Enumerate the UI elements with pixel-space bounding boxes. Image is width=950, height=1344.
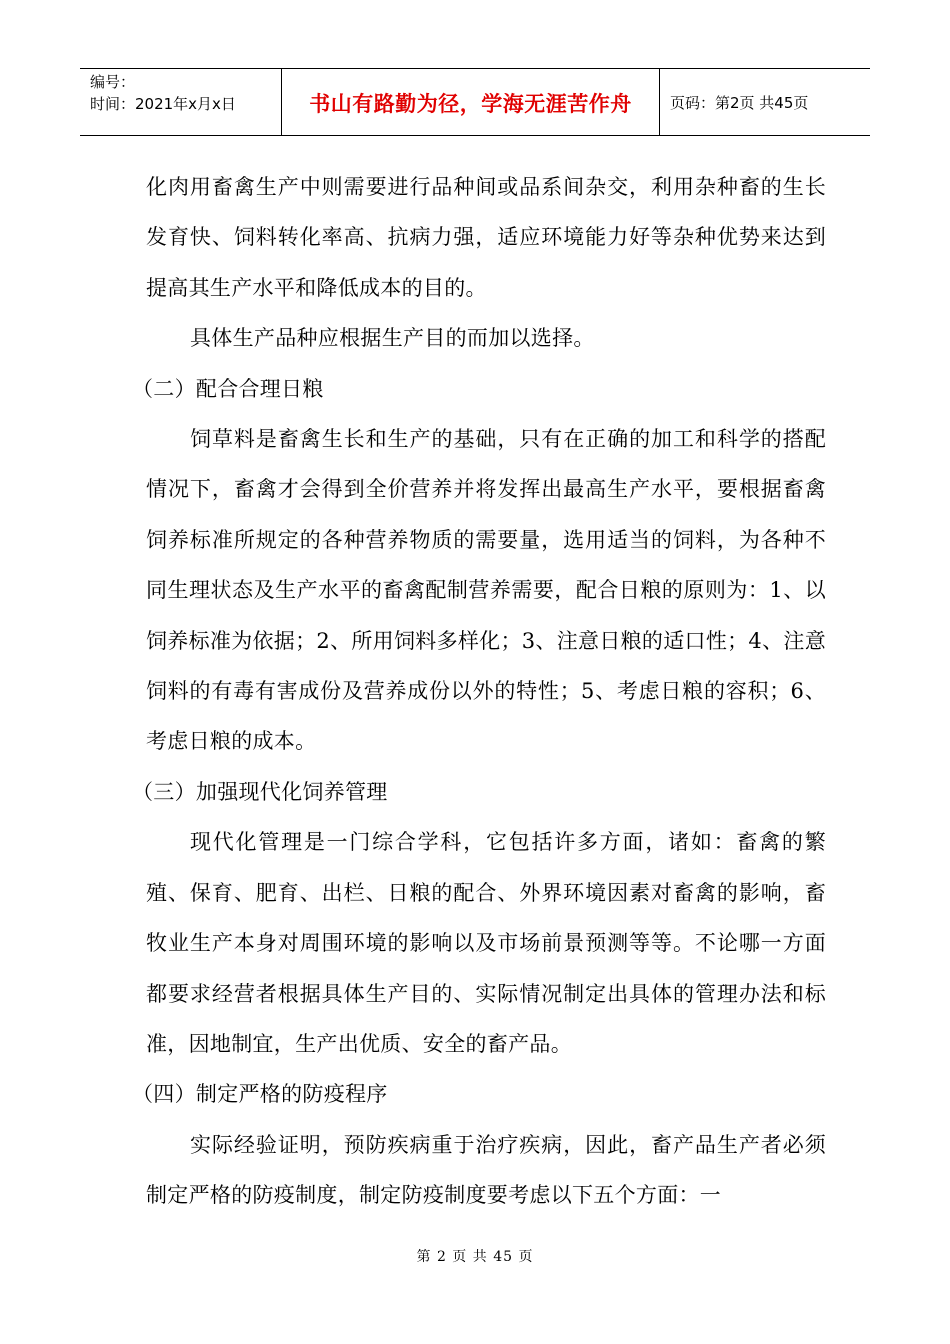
header-page-info-cell <box>660 69 870 135</box>
section-heading: （四）制定严格的防疫程序 <box>132 1082 388 1107</box>
page-footer: 第 2 页 共 45 页 <box>416 1249 534 1265</box>
document-body <box>132 162 826 1221</box>
section-heading: （三）加强现代化饲养管理 <box>132 779 388 804</box>
paragraph: 实际经验证明，预防疾病重于治疗疾病，因此，畜产品生产者必须制定严格的防疫制度，制定防疫制度要考虑以下五个方面：一 <box>146 1132 826 1208</box>
code-label: 编号： <box>90 73 136 91</box>
header-meta <box>80 69 282 135</box>
paragraph: 具体生产品种应根据生产目的而加以选择。 <box>190 326 595 351</box>
time-label: 时间：2021年x月x日 <box>90 95 236 113</box>
header-motto-cell <box>282 69 660 135</box>
page-info: 页码：第2页 共45页 <box>670 93 809 112</box>
paragraph-continuation: 化肉用畜禽生产中则需要进行品种间或品系间杂交，利用杂种畜的生长发育快、饲料转化率高、抗病力强，适应环境能力好等杂种优势来达到提高其生产水平和降低成本的目的。 <box>146 175 826 300</box>
motto-text: 书山有路勤为径，学海无涯苦作舟 <box>309 92 632 116</box>
paragraph: 现代化管理是一门综合学科，它包括许多方面，诸如：畜禽的繁殖、保育、肥育、出栏、日粮的配合、外界环境因素对畜禽的影响，畜牧业生产本身对周围环境的影响以及市场前景预测等等。不论哪一方面都要求经营者根据具体生产目的、实际情况制定出具体的管理办法和标准，因地制宜，生产出优质、安全的畜产品。 <box>146 830 826 1056</box>
page-header <box>80 68 870 136</box>
section-heading: （二）配合合理日粮 <box>132 376 324 401</box>
paragraph: 饲草料是畜禽生长和生产的基础，只有在正确的加工和科学的搭配情况下，畜禽才会得到全价营养并将发挥出最高生产水平，要根据畜禽饲养标准所规定的各种营养物质的需要量，选用适当的饲料，为各种不同生理状态及生产水平的畜禽配制营养需要，配合日粮的原则为：1、以饲养标准为依据；2、所用饲料多样化；3、注意日粮的适口性；4、注意饲料的有毒有害成份及营养成份以外的特性；5、考虑日粮的容积；6、考虑日粮的成本。 <box>146 427 826 754</box>
